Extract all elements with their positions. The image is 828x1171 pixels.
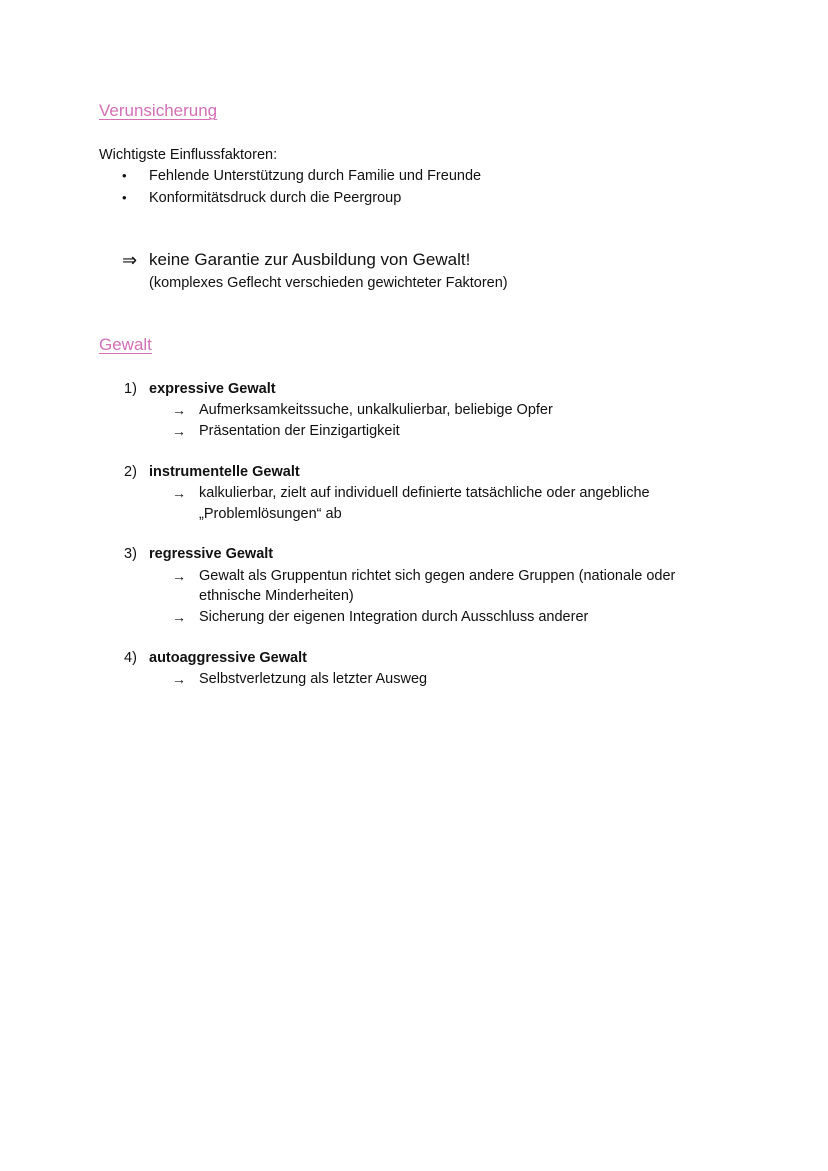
item-point-continuation: „Problemlösungen“ ab [199,506,342,522]
double-arrow-icon: ⇒ [122,250,138,270]
item-point: Gewalt als Gruppentun richtet sich gegen andere Gruppen (nationale oder [199,568,676,584]
item-point: Aufmerksamkeitssuche, unkalkulierbar, beliebige Opfer [199,402,553,418]
item-point-continuation: ethnische Minderheiten) [199,588,354,604]
item-title-regressive: regressive Gewalt [149,546,274,562]
arrow-icon: → [172,423,186,439]
arrow-icon: → [172,402,186,418]
item-point: Sicherung der eigenen Integration durch Ausschluss anderer [199,609,589,625]
item-point: kalkulierbar, zielt auf individuell definierte tatsächliche oder angebliche [199,485,650,501]
conclusion-note: (komplexes Geflecht verschieden gewichteter Faktoren) [149,275,508,291]
item-title-instrumentelle: instrumentelle Gewalt [149,464,300,480]
bullet-icon: • [122,168,127,183]
bullet-item: Konformitätsdruck durch die Peergroup [149,190,402,206]
section-heading-verunsicherung: Verunsicherung [99,101,218,120]
item-number: 2) [124,464,137,480]
arrow-icon: → [172,568,186,584]
arrow-icon: → [172,671,186,687]
item-number: 1) [124,381,137,397]
arrow-icon: → [172,609,186,625]
bullet-item: Fehlende Unterstützung durch Familie und Freunde [149,168,482,184]
intro-text: Wichtigste Einflussfaktoren: [99,147,278,163]
section-heading-gewalt: Gewalt [99,335,152,354]
bullet-icon: • [122,190,127,205]
item-title-autoaggressive: autoaggressive Gewalt [149,650,307,666]
item-point: Präsentation der Einzigartigkeit [199,423,400,439]
arrow-icon: → [172,485,186,501]
item-title-expressive: expressive Gewalt [149,381,276,397]
conclusion-text: keine Garantie zur Ausbildung von Gewalt! [149,250,471,269]
item-number: 4) [124,650,137,666]
item-point: Selbstverletzung als letzter Ausweg [199,671,428,687]
item-number: 3) [124,546,137,562]
